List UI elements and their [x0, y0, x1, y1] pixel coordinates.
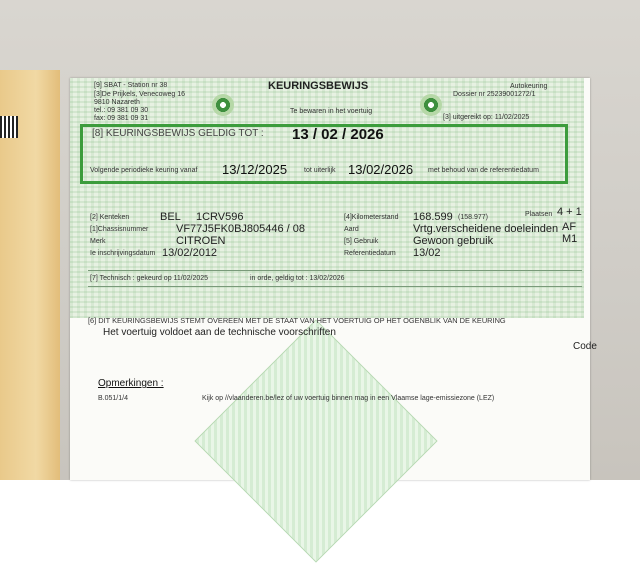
technical-validity: in orde, geldig tot : 13/02/2026: [250, 275, 345, 282]
code-label: Code: [573, 341, 597, 352]
issue-date: [3] uitgereikt op: 11/02/2025: [443, 114, 530, 121]
use-label: [5] Gebruik: [344, 238, 379, 245]
conformity-text: Het voertuig voldoet aan de technische voorschriften: [103, 327, 336, 338]
make-label: Merk: [90, 238, 106, 245]
statement-heading: [6] DIT KEURINGSBEWIJS STEMT OVEREEN MET DE STAAT VAN HET VOERTUIG OP HET OGENBLIK VAN DE KEURING: [88, 316, 506, 325]
logo-eye-icon: [212, 94, 234, 116]
plate-label: [2] Kenteken: [90, 214, 130, 221]
logo-eye-icon: [420, 94, 442, 116]
validity-label: [8] KEURINGSBEWIJS GELDIG TOT :: [92, 128, 264, 139]
next-inspection-suffix: met behoud van de referentiedatum: [428, 167, 539, 174]
reference-date: 13/02: [413, 247, 441, 259]
plate-number: 1CRV596: [196, 211, 244, 223]
reference-date-label: Referentiedatum: [344, 250, 396, 257]
barcode-sticker: [0, 116, 18, 138]
station-city: 9810 Nazareth: [94, 99, 140, 106]
chassis-number: VF77J5FK0BJ805446 / 08: [176, 223, 306, 235]
next-inspection-until: 13/02/2026: [348, 162, 414, 177]
next-inspection-from: 13/12/2025: [222, 162, 288, 177]
document-subtitle: Te bewaren in het voertuig: [290, 108, 373, 115]
first-registration-label: Ie inschrijvingsdatum: [90, 250, 156, 257]
make-value: CITROEN: [176, 235, 226, 247]
km-label: [4]Kilometerstand: [344, 214, 399, 221]
station-name: [9] SBAT - Station nr 38: [94, 82, 168, 89]
plate-country: BEL: [160, 211, 181, 223]
seats-value: 4 + 1: [557, 206, 582, 218]
kind-label: Aard: [344, 226, 359, 233]
seats-label: Plaatsen: [525, 211, 553, 218]
kind-code: AF: [562, 221, 577, 233]
first-registration-date: 13/02/2012: [162, 247, 218, 259]
next-inspection-prefix: Volgende periodieke keuring vanaf: [90, 167, 198, 174]
divider-line: [88, 286, 582, 287]
lez-notice: Kijk op //vlaanderen.be/lez of uw voertuig binnen mag in een Vlaamse lage-emissiezone (LEZ): [202, 395, 495, 402]
use-value: Gewoon gebruik: [413, 235, 494, 247]
divider-line: [88, 270, 582, 271]
station-tel: tel.: 09 381 09 30: [94, 107, 149, 114]
remark-code: B.051/1/4: [98, 395, 128, 402]
inspection-type: Autokeuring: [510, 83, 548, 90]
validity-date: 13 / 02 / 2026: [292, 126, 384, 143]
next-inspection-mid: tot uiterlijk: [304, 167, 336, 174]
chassis-label: [1]Chassisnummer: [90, 226, 149, 233]
station-address: [3]De Prijkels, Venecoweg 16: [94, 91, 186, 98]
station-fax: fax: 09 381 09 31: [94, 115, 149, 122]
dossier-number: Dossier nr 25239001272/1: [453, 91, 536, 98]
km-value: 168.599: [413, 211, 453, 223]
km-previous: (158.977): [458, 214, 488, 221]
technical-line: [7] Technisch : gekeurd op 11/02/2025: [90, 275, 209, 282]
remarks-heading: Opmerkingen :: [98, 378, 164, 389]
category-value: M1: [562, 233, 578, 245]
kind-value: Vrtg.verscheidene doeleinden: [413, 223, 559, 235]
document-title: KEURINGSBEWIJS: [268, 80, 369, 92]
